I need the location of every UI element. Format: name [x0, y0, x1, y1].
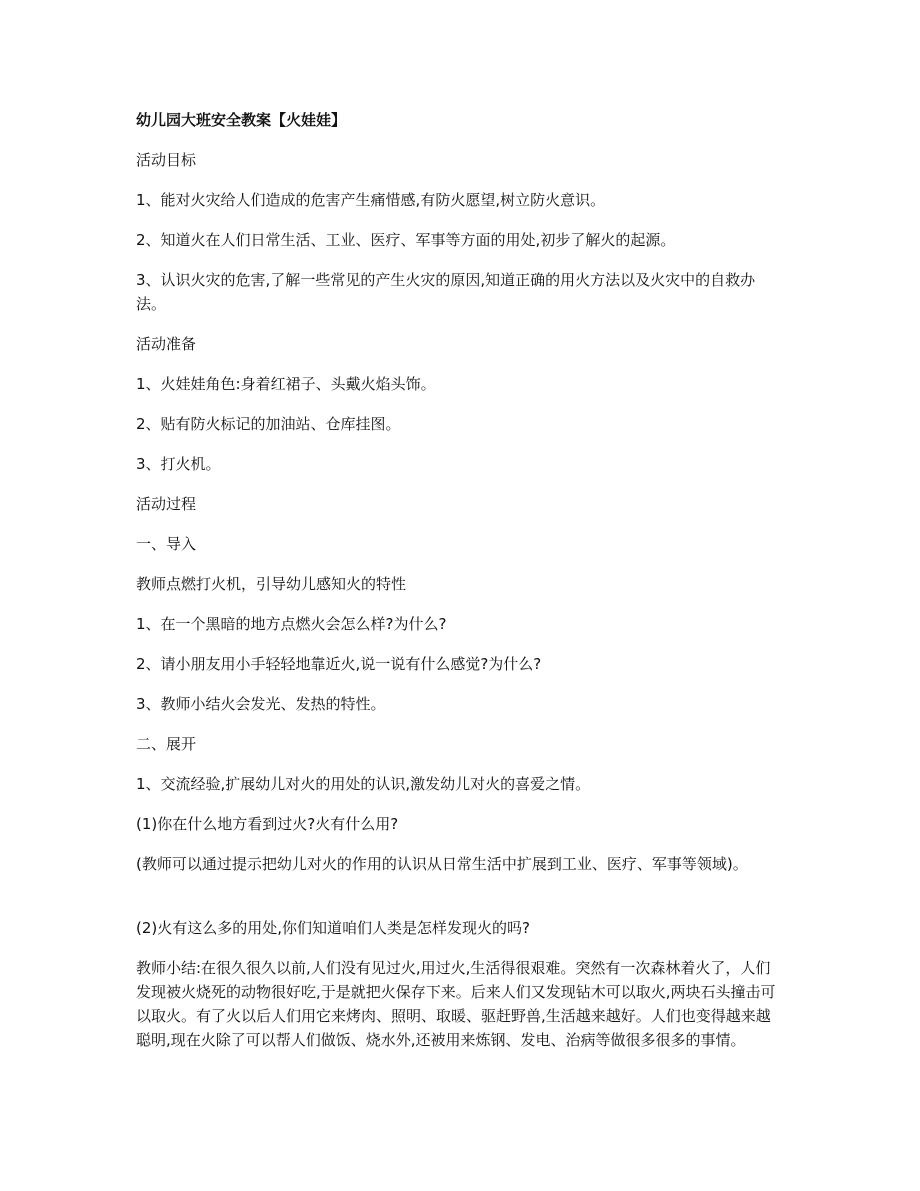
document-title: 幼儿园大班安全教案【火娃娃】	[136, 111, 347, 129]
section-heading: 活动目标	[136, 151, 197, 169]
section-heading: 活动准备	[136, 335, 197, 353]
paragraph: 2、请小朋友用小手轻轻地靠近火,说一说有什么感觉?为什么?	[136, 655, 542, 673]
paragraph: 3、打火机。	[136, 455, 221, 473]
paragraph: (2)火有这么多的用处,你们知道咱们人类是怎样发现火的吗?	[136, 919, 530, 937]
paragraph: 3、教师小结火会发光、发热的特性。	[136, 695, 386, 713]
paragraph: 2、知道火在人们日常生活、工业、医疗、军事等方面的用处,初步了解火的起源。	[136, 231, 676, 249]
paragraph: (教师可以通过提示把幼儿对火的作用的认识从日常生活中扩展到工业、医疗、军事等领域)。	[136, 855, 748, 873]
paragraph: 1、火娃娃角色:身着红裙子、头戴火焰头饰。	[136, 375, 436, 393]
paragraph: 1、在一个黑暗的地方点燃火会怎么样?为什么?	[136, 615, 447, 633]
section-heading: 活动过程	[136, 495, 197, 513]
paragraph: 1、能对火灾给人们造成的危害产生痛惜感,有防火愿望,树立防火意识。	[136, 191, 606, 209]
paragraph: 3、认识火灾的危害,了解一些常见的产生火灾的原因,知道正确的用火方法以及火灾中的自救办法。	[136, 271, 756, 313]
paragraph: 2、贴有防火标记的加油站、仓库挂图。	[136, 415, 401, 433]
subsection-heading: 一、导入	[136, 535, 197, 553]
subsection-heading: 二、展开	[136, 735, 197, 753]
paragraph: 教师点燃打火机，引导幼儿感知火的特性	[136, 575, 407, 593]
paragraph: (1)你在什么地方看到过火?火有什么用?	[136, 815, 399, 833]
paragraph: 1、交流经验,扩展幼儿对火的用处的认识,激发幼儿对火的喜爱之情。	[136, 775, 591, 793]
paragraph: 教师小结:在很久很久以前,人们没有见过火,用过火,生活得很艰难。突然有一次森林着火了，人们发现被火烧死的动物很好吃,于是就把火保存下来。后来人们又发现钻木可以取火,两块石头撞击可以取火。有了火以后人们用它来烤肉、照明、取暖、驱赶野兽,生活越来越好。人们也变得越来越聪明,现在火除了可以帮人们做饭、烧水外,还被用来炼钢、发电、治病等做很多很多的事情。	[136, 959, 776, 1049]
